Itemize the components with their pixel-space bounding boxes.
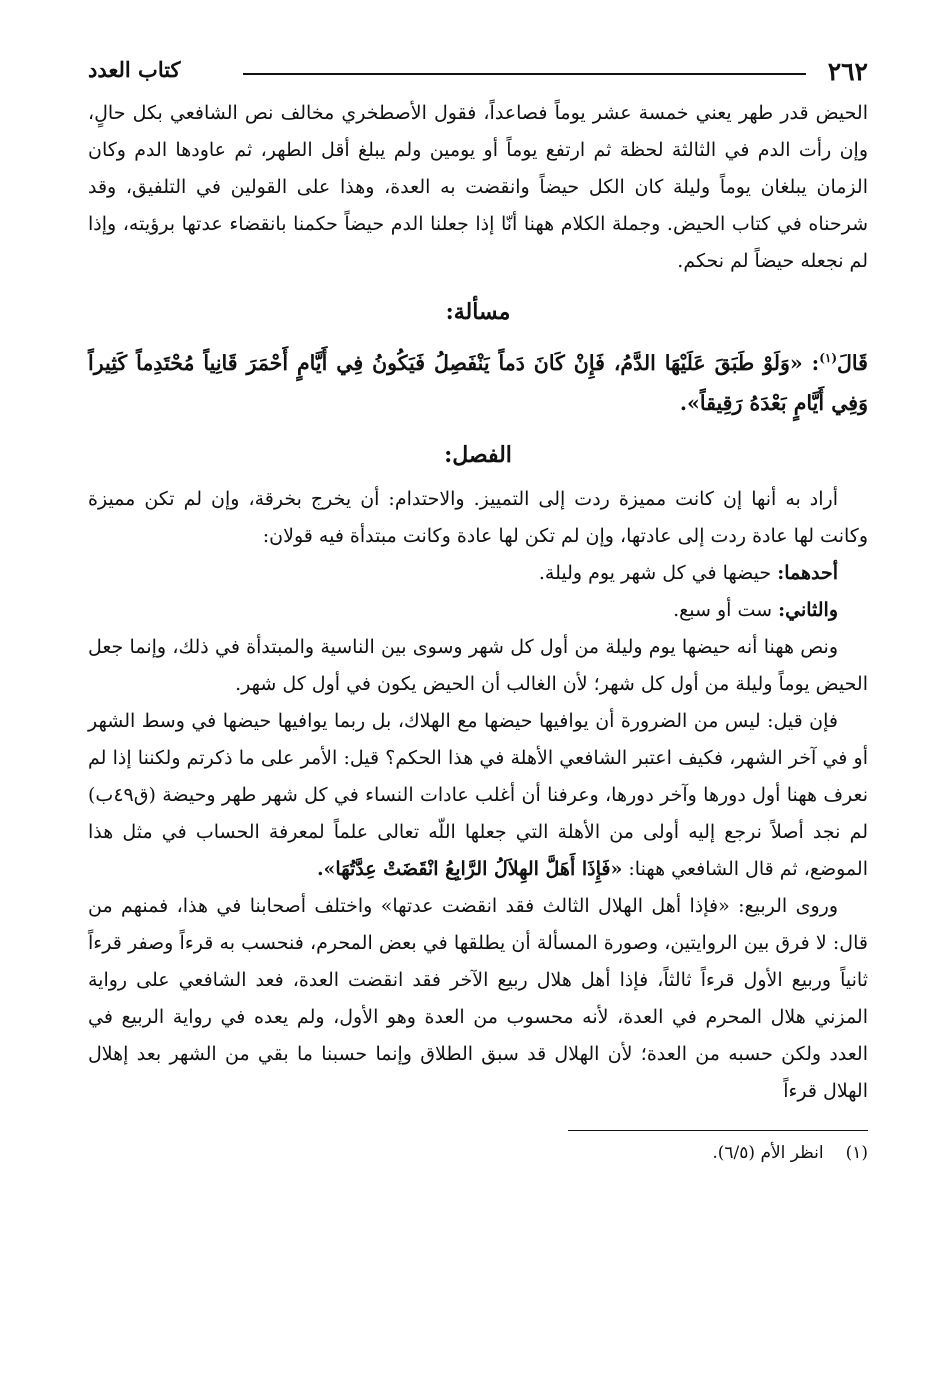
paragraph: وروى الربيع: «فإذا أهل الهلال الثالث فقد انقضت عدتها» واختلف أصحابنا في هذا، فمنهم من قال: لا فرق بين الروايتين، وصورة المسألة أن يطلقها في بعض المحرم، فنحسب به قرءاً وصفر قرءاً ثانياً وربيع الأول قرءاً ثالثاً، فإذا أهل هلال ربيع الآخر فقد انقضت العدة، فعد الشافعي على رواية المزني هلال المحرم في العدة، لأنه محسوب من العدة وهو الأول، ولم يعده في رواية الربيع في العدد ولكن حسبه من العدة؛ لأن الهلال قد سبق الطلاق وإنما حسبنا ما بقي من الشهر بعد إهلال الهلال قرءاً <box>88 894 868 1102</box>
first-opinion-text: حيضها في كل شهر يوم وليلة. <box>538 561 778 584</box>
paragraph <box>88 703 868 888</box>
paragraph: الحيض قدر طهر يعني خمسة عشر يوماً فصاعداً، فقول الأصطخري مخالف نص الشافعي بكل حالٍ، وإن رأت الدم في الثالثة لحظة ثم ارتفع يوماً أو يومين ولم يبلغ أقل الطهر، ثم عاودها الدم وكان الزمان يبلغان يوماً وليلة كان الكل حيضاً وانقضت به العدة، وهذا على القولين في التلفيق، وقد شرحناه في كتاب الحيض. وجملة الكلام ههنا أنّا إذا جعلنا الدم حيضاً حكمنا بانقضاء عدتها برؤيته، وإذا لم نجعله حيضاً لم نحكم. <box>88 102 868 272</box>
footnote-number: (١) <box>845 1142 868 1163</box>
second-opinion-label: والثاني: <box>778 598 838 621</box>
footnote-text: انظر الأم (٦/٥). <box>712 1142 824 1163</box>
matn-colon: : <box>802 350 820 375</box>
book-page <box>88 55 868 1167</box>
footnote <box>88 1139 868 1167</box>
matn-qala: قَالَ <box>837 350 868 375</box>
fasl-heading: الفصل: <box>444 441 512 468</box>
footnote-rule <box>568 1130 868 1131</box>
second-opinion-text: ست أو سبع. <box>673 598 779 621</box>
first-opinion-label: أحدهما: <box>777 561 838 584</box>
paragraph: ونص ههنا أنه حيضها يوم وليلة من أول كل شهر وسوى بين الناسية والمبتدأة في ذلك، وإنما جعل الحيض يوماً وليلة من أول كل شهر؛ لأن الغالب أن الحيض يكون في أول كل شهر. <box>88 635 868 695</box>
header-rule <box>243 73 806 75</box>
paragraph-text: فإن قيل: ليس من الضرورة أن يوافيها حيضها مع الهلاك، بل ربما يوافيها حيضها في وسط الشهر أو في آخر الشهر، فكيف اعتبر الشافعي الأهلة في هذا الحكم؟ قيل: الأمر على ما ذكرتم ولكننا إذا لم نعرف ههنا أول دورها وآخر دورها، وعرفنا أن أغلب عادات النساء في كل شهر طهر وحيضة (ق٤٩ب) لم نجد أصلاً نرجع إليه أولى من الأهلة التي جعلها اللّه تعالى علماً لمعرفة الحساب في مثل هذا الموضع، ثم قال الشافعي ههنا: <box>88 709 868 880</box>
running-title: كتاب العدد <box>88 57 181 82</box>
list-item <box>88 555 868 592</box>
masala-heading: مسألة: <box>445 299 511 325</box>
paragraph: أراد به أنها إن كانت مميزة ردت إلى التمييز. والاحتدام: أن يخرج بخرقة، وإن لم تكن مميزة وكانت لها عادة ردت إلى عادتها، وإن لم تكن لها عادة وكانت مبتدأة فيه قولان: <box>88 487 868 547</box>
matn-text <box>88 338 868 423</box>
matn-quote: «وَلَوْ طَبَقَ عَلَيْهَا الدَّمُ، فَإِنْ كَانَ دَماً يَنْفَصِلُ فَيَكُونُ فِي أَيَّامٍ أَحْمَرَ قَانِياً مُحْتَدِماً كَثِيراً وَفِي أَيَّامٍ بَعْدَهُ رَقِيقاً». <box>88 350 868 415</box>
quoted-text: «فَإِذَا أَهَلَّ الهِلاَلُ الرَّابِعُ انْقَضَتْ عِدَّتُهَا». <box>316 857 623 880</box>
page-number: ٢٦٢ <box>827 57 868 86</box>
footnote-marker[interactable]: (١) <box>819 351 838 365</box>
page-header <box>88 55 868 95</box>
list-item <box>88 592 868 629</box>
